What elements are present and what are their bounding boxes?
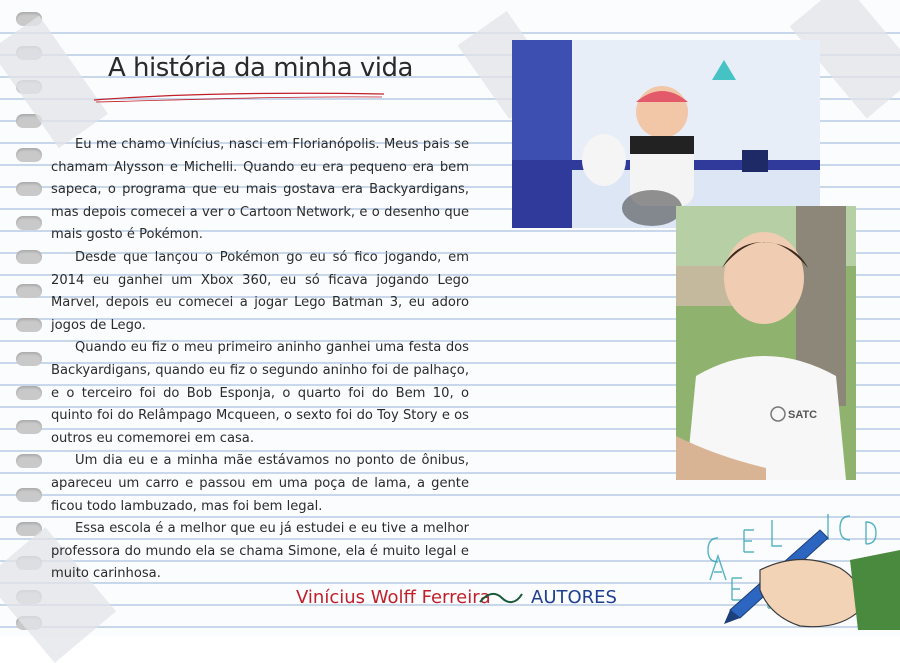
hole bbox=[16, 182, 42, 196]
baby-photo bbox=[512, 40, 820, 228]
hand-writing-pen-icon bbox=[690, 490, 900, 636]
paragraph: Desde que lançou o Pokémon go eu só fico jogando, em 2014 eu ganhei um Xbox 360, eu só ficava jogando Lego Marvel, depois eu comecei a jogar Lego Batman 3, eu adoro jogos de Lego. bbox=[51, 249, 469, 333]
tilde-divider bbox=[478, 592, 524, 606]
hole bbox=[16, 454, 42, 468]
paragraph: Essa escola é a melhor que eu já estudei e eu tive a melhor professora do mundo ela se chama Simone, ela é muito legal e muito carinhosa. bbox=[51, 521, 469, 582]
shirt-logo-text: SATC bbox=[788, 409, 818, 421]
hole bbox=[16, 352, 42, 366]
hole bbox=[16, 148, 42, 162]
hole bbox=[16, 284, 42, 298]
hole bbox=[16, 386, 42, 400]
boy-photo bbox=[676, 206, 856, 480]
paragraph: Eu me chamo Vinícius, nasci em Florianópolis. Meus pais se chamam Alysson e Michelli. Quando eu era pequeno era bem sapeca, o programa que eu mais gostava era Backyardigans, mas depois comecei a ver o Cartoon Network, e o desenho que mais gosto é Pokémon. bbox=[51, 137, 469, 243]
paragraph: Quando eu fiz o meu primeiro aninho ganhei uma festa dos Backyardigans, quando eu fiz o segundo aninho foi de palhaço, e o terceiro foi do Bob Esponja, o quarto foi do Bem 10, o quinto foi do Relâmpago Mcqueen, o sexto foi do Toy Story e os outros eu comemorei em casa. bbox=[51, 340, 469, 446]
title-underline bbox=[92, 88, 392, 108]
author-name: Vinícius Wolff Ferreira bbox=[296, 587, 491, 608]
hole bbox=[16, 216, 42, 230]
paragraph: Um dia eu e a minha mãe estávamos no ponto de ônibus, apareceu um carro e passou em uma poça de lama, a gente ficou todo lambuzado, mas foi bem legal. bbox=[51, 453, 469, 514]
hole bbox=[16, 250, 42, 264]
section-label: AUTORES bbox=[531, 587, 617, 608]
hole bbox=[16, 420, 42, 434]
story-text bbox=[51, 134, 469, 586]
hole bbox=[16, 488, 42, 502]
page-title: A história da minha vida bbox=[108, 53, 413, 83]
hole bbox=[16, 318, 42, 332]
